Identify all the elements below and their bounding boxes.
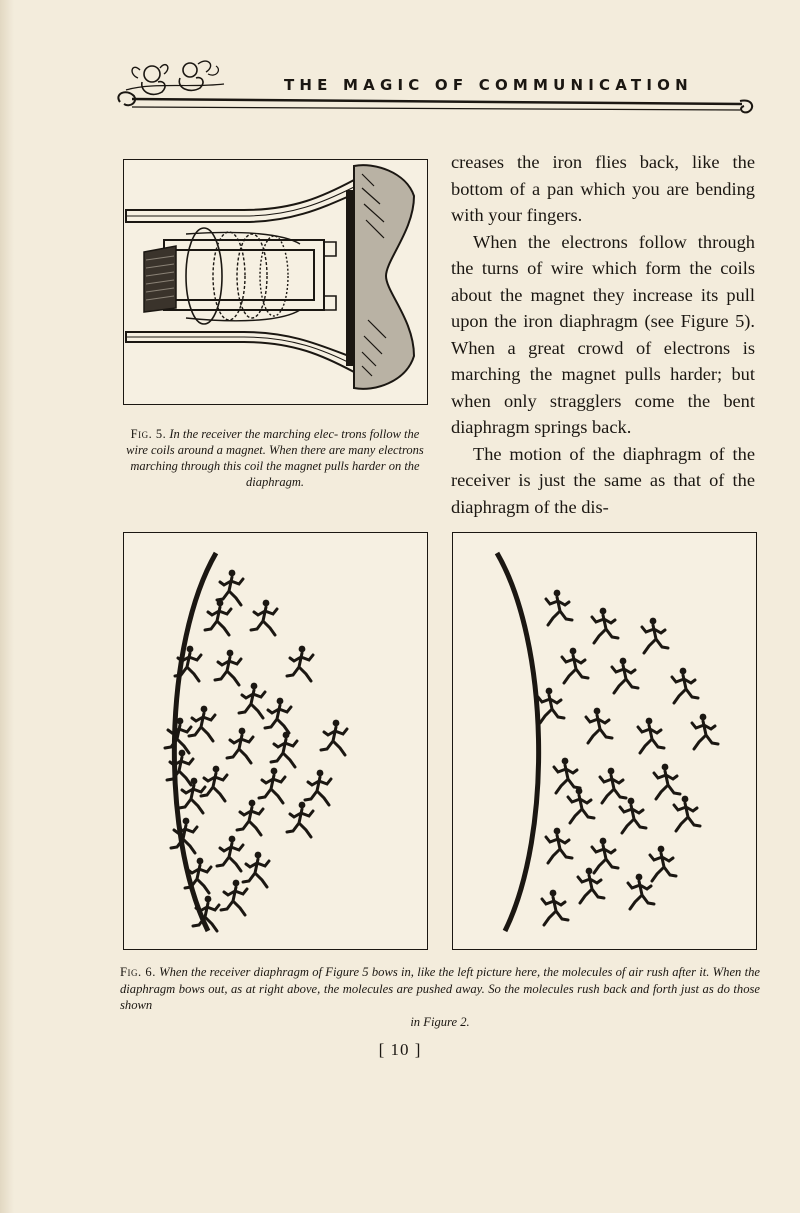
running-molecule-figure bbox=[600, 768, 626, 803]
running-molecule-figure bbox=[167, 750, 193, 785]
page-header bbox=[112, 52, 762, 122]
figure-6-caption-text: When the receiver diaphragm of Figure 5 bows in, like the left picture here, the molecules of air rush after it. When the diaphragm bows out, as at right above, the molecules are pushed away. So the molecules rush back and forth just as do those shown bbox=[120, 965, 760, 1012]
page-number: [ 10 ] bbox=[378, 1040, 422, 1059]
running-molecule-figure bbox=[251, 600, 277, 635]
running-molecule-figure bbox=[239, 683, 265, 718]
running-molecule-figure bbox=[554, 758, 580, 793]
figure-5-label: Fig. 5. bbox=[130, 427, 167, 441]
running-molecule-figure bbox=[217, 836, 243, 871]
running-molecule-figure bbox=[215, 650, 241, 685]
running-molecule-figure bbox=[221, 880, 247, 915]
figure-6-left-panel bbox=[123, 532, 428, 950]
running-molecule-figure bbox=[692, 714, 718, 749]
running-molecule-figure bbox=[628, 874, 654, 909]
running-molecule-figure bbox=[642, 618, 668, 653]
running-molecule-figure bbox=[654, 764, 680, 799]
molecules-rushing-illustration-icon bbox=[124, 533, 426, 948]
running-molecule-figure bbox=[271, 732, 297, 767]
running-molecule-figure bbox=[672, 668, 698, 703]
figure-6-caption bbox=[120, 964, 760, 1030]
body-paragraph-1: creases the iron flies back, like the bottom of a pan which you are bending with your fingers. bbox=[451, 152, 755, 225]
page-edge bbox=[0, 0, 14, 1213]
figure-6-right-panel bbox=[452, 532, 757, 950]
body-paragraph-2: When the electrons follow through the turns of wire which form the coils about the magnet they increase its pull upon the iron diaphragm (see Figure 5). When a great crowd of electrons is marching the magnet pulls harder; but when only stragglers come the bent diaphragm springs back. bbox=[451, 231, 755, 437]
running-molecule-figure bbox=[638, 718, 664, 753]
running-molecule-figure bbox=[287, 646, 313, 681]
running-molecule-figure bbox=[578, 868, 604, 903]
running-molecule-figure bbox=[189, 706, 215, 741]
running-molecule-figure bbox=[562, 648, 588, 683]
running-molecule-figure bbox=[217, 570, 243, 605]
figure-6-label: Fig. 6. bbox=[120, 965, 156, 979]
running-molecule-figure bbox=[287, 802, 313, 837]
running-molecule-figure bbox=[165, 718, 191, 753]
running-molecule-figure bbox=[650, 846, 676, 881]
running-molecule-figure bbox=[265, 698, 291, 733]
running-molecule-figure bbox=[546, 828, 572, 863]
running-molecule-figure bbox=[592, 608, 618, 643]
running-molecule-figure bbox=[237, 800, 263, 835]
running-molecule-figure bbox=[305, 770, 331, 805]
receiver-diagram-icon bbox=[124, 160, 426, 403]
running-molecule-figure bbox=[546, 590, 572, 625]
figure-5-caption-text: In the receiver the marching elec- trons follow the wire coils around a magnet. When there are many electrons marching through this coil the magnet pulls harder on the diaphragm. bbox=[126, 427, 424, 489]
running-molecule-figure bbox=[259, 768, 285, 803]
running-molecule-figure bbox=[568, 788, 594, 823]
running-molecule-figure bbox=[542, 890, 568, 925]
running-molecule-figure bbox=[586, 708, 612, 743]
running-molecule-figure bbox=[612, 658, 638, 693]
running-molecule-figure bbox=[620, 798, 646, 833]
molecules-pushed-illustration-icon bbox=[453, 533, 755, 948]
running-header-title: THE MAGIC OF COMMUNICATION bbox=[284, 76, 693, 94]
running-molecule-figure bbox=[321, 720, 347, 755]
running-molecule-figure bbox=[592, 838, 618, 873]
running-molecule-figure bbox=[243, 852, 269, 887]
figure-5-caption bbox=[120, 426, 430, 490]
figure-5-receiver-illustration bbox=[123, 159, 428, 405]
body-paragraph-3: The motion of the diaphragm of the receiver is just the same as that of the diaphragm of the dis- bbox=[451, 443, 755, 517]
running-molecule-figure bbox=[201, 766, 227, 801]
running-molecule-figure bbox=[538, 688, 564, 723]
running-molecule-figure bbox=[227, 728, 253, 763]
body-text-column bbox=[451, 149, 755, 520]
figure-6-caption-end: in Figure 2. bbox=[410, 1014, 470, 1029]
running-molecule-figure bbox=[674, 796, 700, 831]
running-molecule-figure bbox=[205, 600, 231, 635]
